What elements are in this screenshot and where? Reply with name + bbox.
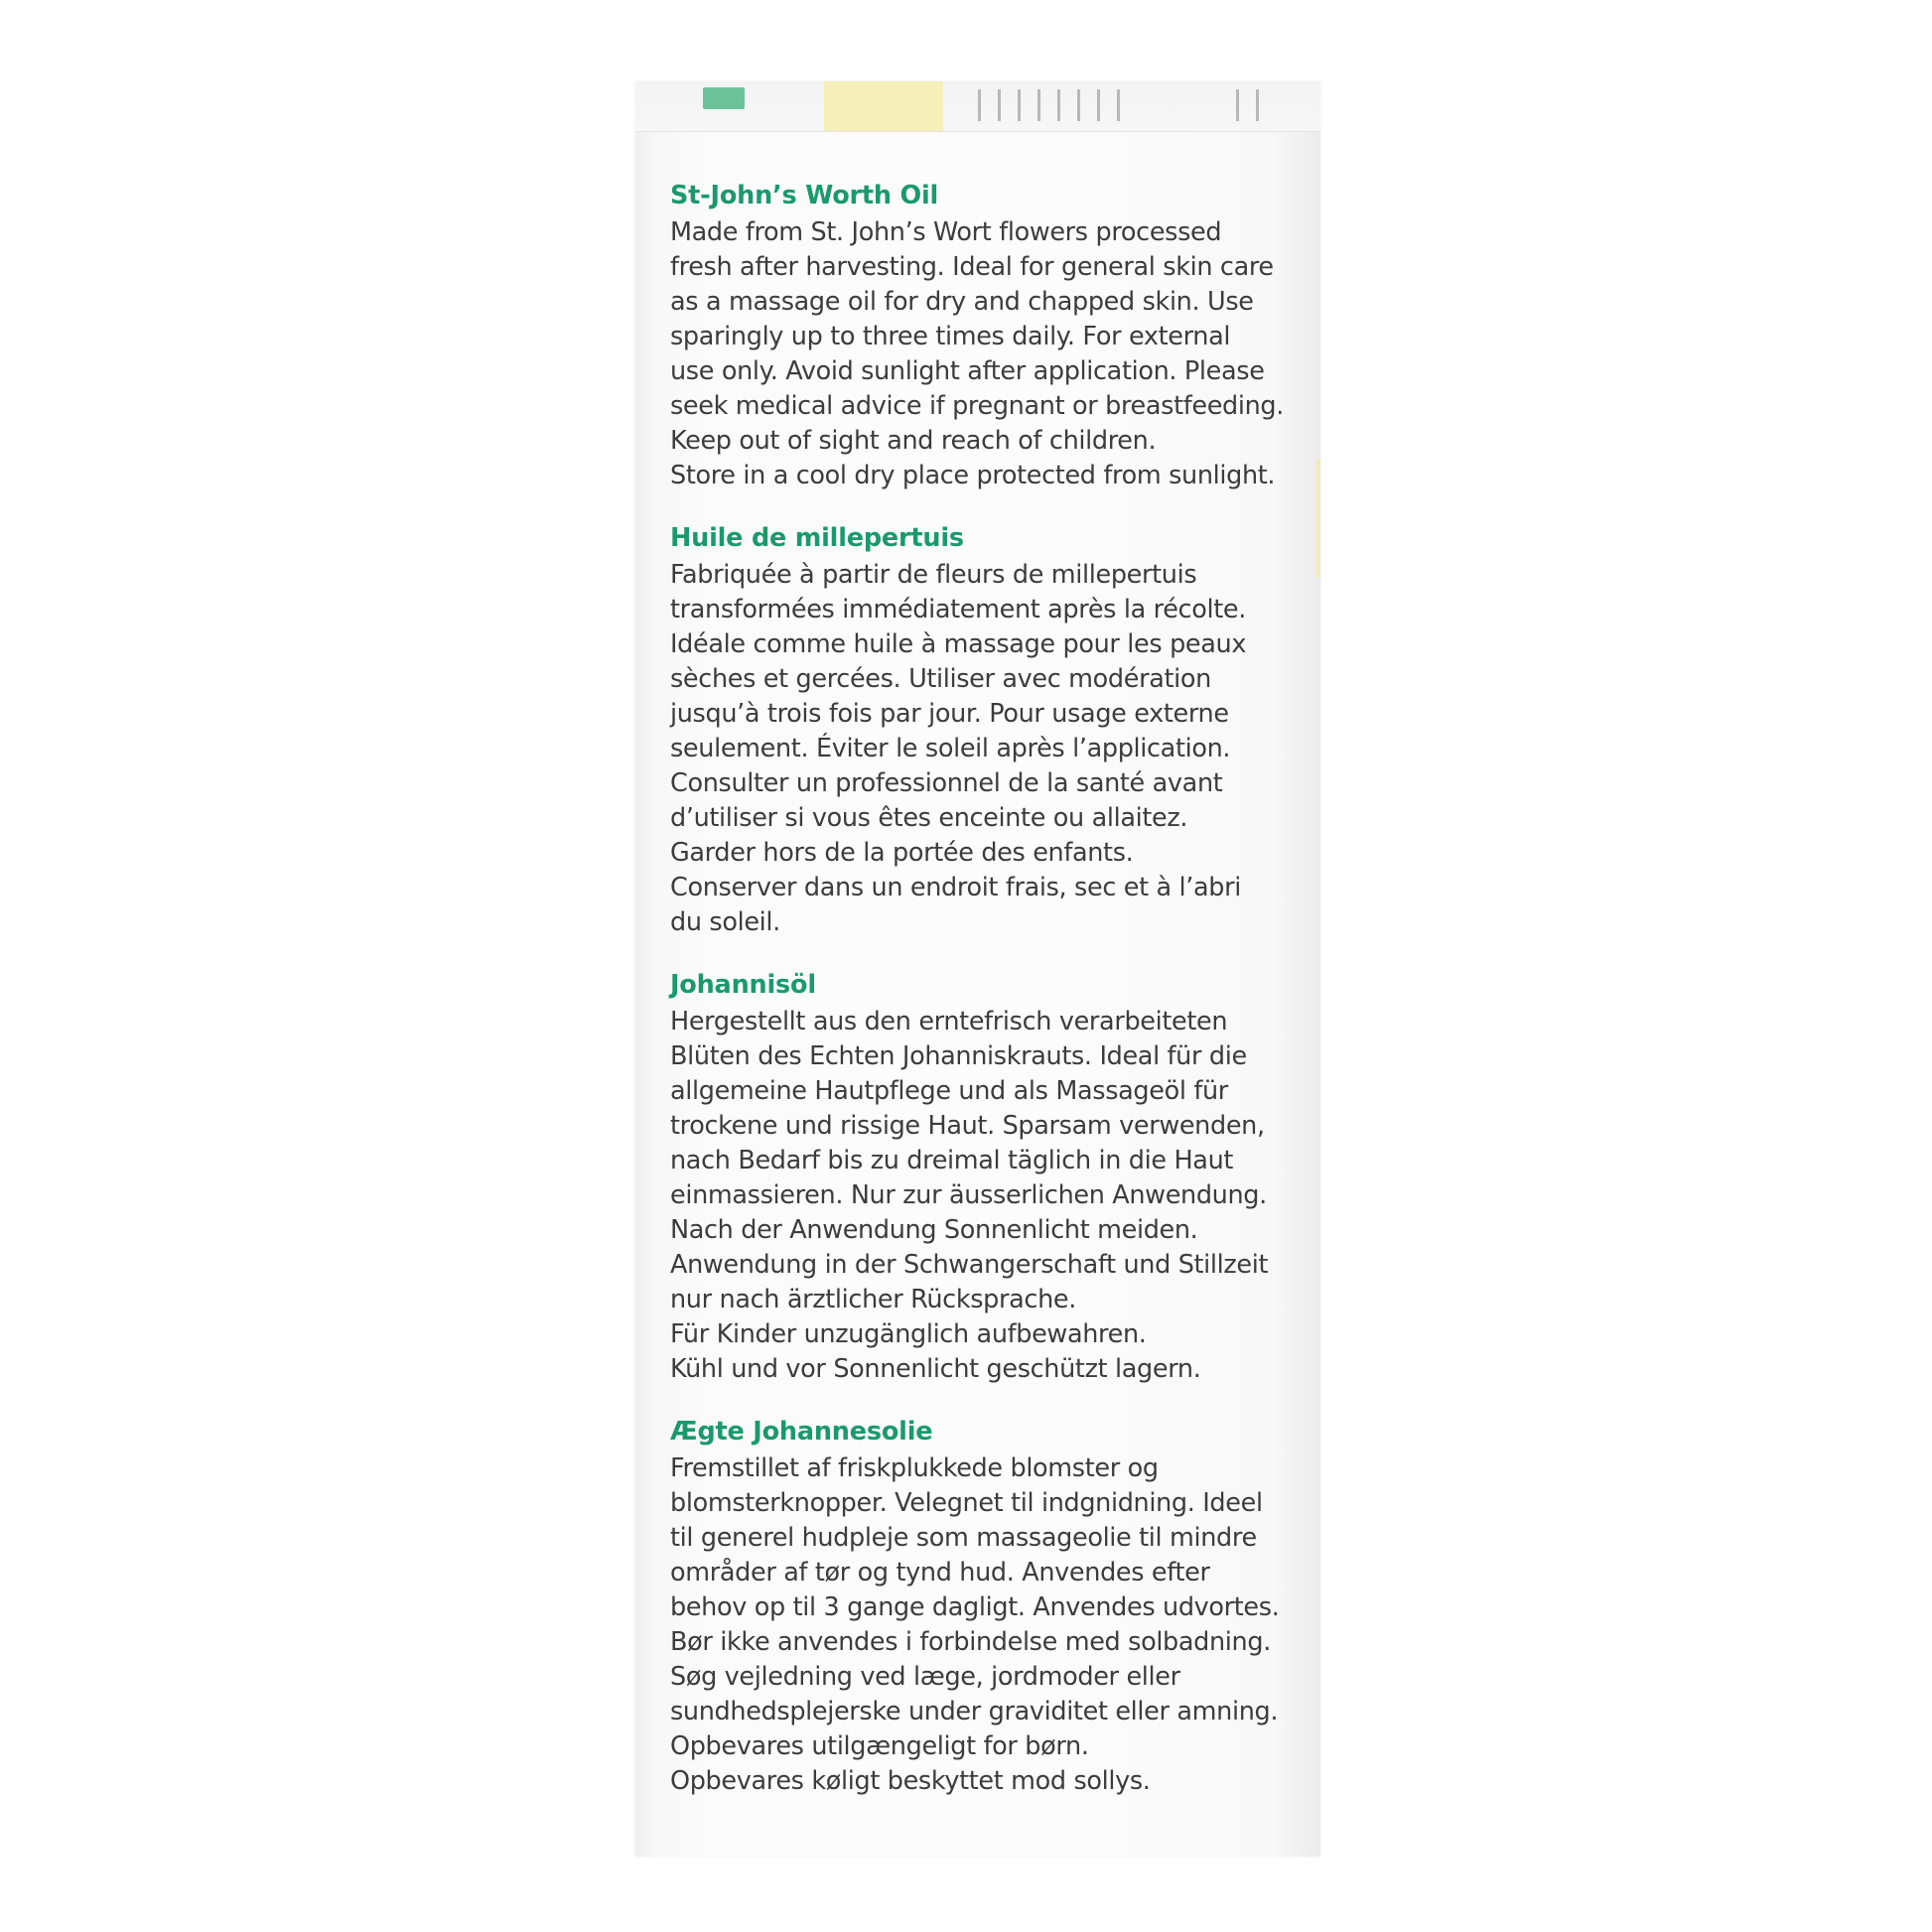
section-english	[670, 179, 1306, 493]
flap-print-mark	[1097, 89, 1100, 121]
flap-print-mark	[1018, 89, 1021, 121]
section-heading: Johannisöl	[670, 970, 816, 1000]
section-heading: Ægte Johannesolie	[670, 1417, 933, 1447]
side-edge-tint	[1315, 459, 1320, 578]
section-body: Hergestellt aus den erntefrisch verarbeiteten Blüten des Echten Johanniskrauts. Ideal für die allgemeine Hautpflege und als Massageöl für trockene und rissige Haut. Sparsam verwenden, nach Bedarf bis zu dreimal täglich in die Haut einmassieren. Nur zur äusserlichen Anwendung. Nach der Anwendung Sonnenlicht meiden. Anwendung in der Schwangerschaft und Stillzeit nur nach ärztlicher Rücksprache. Für Kinder unzugänglich aufbewahren. Kühl und vor Sonnenlicht geschützt lagern.	[670, 1007, 1269, 1384]
flap-print-mark	[1236, 89, 1239, 121]
section-heading: St-John’s Worth Oil	[670, 181, 939, 210]
section-heading: Huile de millepertuis	[670, 523, 964, 553]
section-body: Fabriquée à partir de fleurs de millepertuis transformées immédiatement après la récolte. Idéale comme huile à massage pour les peaux sèches et gercées. Utiliser avec modération jusqu’à trois fois par jour. Pour usage externe seulement. Éviter le soleil après l’application. Consulter un professionnel de la santé avant d’utiliser si vous êtes enceinte ou allaitez. Garder hors de la portée des enfants. Conserver dans un endroit frais, sec et à l’abri du soleil.	[670, 560, 1247, 937]
section-body: Fremstillet af friskplukkede blomster og blomsterknopper. Velegnet til indgnidning. Ideel til generel hudpleje som massageolie til mindre områder af tør og tynd hud. Anvendes efter behov op til 3 gange dagligt. Anvendes udvortes. Bør ikke anvendes i forbindelse med solbadning. Søg vejledning ved læge, jordmoder eller sundhedsplejerske under graviditet eller amning. Opbevares utilgængeligt for børn. Opbevares køligt beskyttet mod sollys.	[670, 1453, 1280, 1796]
flap-print-mark	[1117, 89, 1120, 121]
section-body: Made from St. John’s Wort flowers processed fresh after harvesting. Ideal for general skin care as a massage oil for dry and chapped skin. Use sparingly up to three times daily. For external use only. Avoid sunlight after application. Please seek medical advice if pregnant or breastfeeding. Keep out of sight and reach of children. Store in a cool dry place protected from sunlight.	[670, 217, 1285, 490]
flap-print-mark	[978, 89, 981, 121]
flap-print-mark	[1037, 89, 1040, 121]
label-text-block	[670, 179, 1306, 1827]
flap-print-mark	[1057, 89, 1060, 121]
package-top-flap	[635, 81, 1320, 132]
flap-print-mark	[1077, 89, 1080, 121]
package-box	[635, 81, 1320, 1857]
section-german	[670, 968, 1306, 1387]
flap-print-mark	[1256, 89, 1259, 121]
section-danish	[670, 1415, 1306, 1799]
flap-print-mark	[998, 89, 1001, 121]
green-logo-patch	[703, 87, 745, 109]
yellow-label-patch	[824, 81, 943, 131]
section-french	[670, 521, 1306, 940]
